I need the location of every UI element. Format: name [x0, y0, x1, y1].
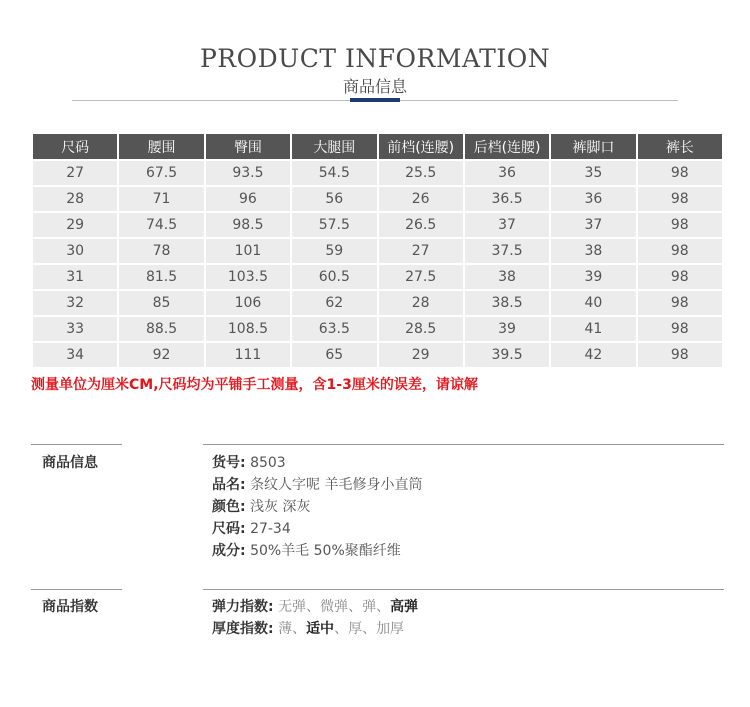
table-cell: 74.5	[119, 213, 203, 237]
page-subtitle: 商品信息	[342, 77, 407, 96]
measurement-note: 测量单位为厘米CM,尺码均为平铺手工测量，含1-3厘米的误差，请谅解	[31, 377, 478, 393]
table-cell: 85	[119, 291, 203, 315]
table-cell: 98	[638, 343, 722, 367]
table-cell: 103.5	[206, 265, 290, 289]
table-cell: 42	[551, 343, 635, 367]
table-cell: 98	[638, 187, 722, 211]
option-separator: 、	[362, 621, 377, 637]
table-cell: 25.5	[379, 161, 463, 185]
info-value: 浅灰 深灰	[250, 499, 311, 515]
elasticity-index-row	[212, 596, 418, 616]
column-header: 尺码	[33, 134, 117, 159]
table-cell: 88.5	[119, 317, 203, 341]
section-divider-right	[203, 589, 724, 590]
table-cell: 92	[119, 343, 203, 367]
table-row	[33, 161, 722, 185]
table-cell: 33	[33, 317, 117, 341]
table-cell: 37	[551, 213, 635, 237]
info-key: 货号:	[212, 455, 246, 471]
table-cell: 39.5	[465, 343, 549, 367]
index-option: 高弹	[390, 599, 419, 615]
option-separator: 、	[348, 599, 363, 615]
option-separator: 、	[334, 621, 349, 637]
section-divider-left	[31, 444, 122, 445]
index-option: 加厚	[376, 621, 405, 637]
table-cell: 106	[206, 291, 290, 315]
info-key: 品名:	[212, 477, 246, 493]
table-cell: 27	[33, 161, 117, 185]
table-cell: 38	[465, 265, 549, 289]
table-cell: 59	[292, 239, 376, 263]
table-cell: 63.5	[292, 317, 376, 341]
size-table-header-row	[33, 134, 722, 159]
table-cell: 38	[551, 239, 635, 263]
column-header: 大腿围	[292, 134, 376, 159]
info-value: 27-34	[250, 521, 291, 537]
table-cell: 38.5	[465, 291, 549, 315]
index-option: 适中	[306, 621, 335, 637]
table-cell: 29	[379, 343, 463, 367]
option-separator: 、	[306, 599, 321, 615]
table-cell: 28	[379, 291, 463, 315]
table-cell: 54.5	[292, 161, 376, 185]
column-header: 后档(连腰)	[465, 134, 549, 159]
column-header: 裤长	[638, 134, 722, 159]
table-cell: 56	[292, 187, 376, 211]
table-row	[33, 343, 722, 367]
table-cell: 108.5	[206, 317, 290, 341]
info-row-material	[212, 540, 401, 560]
info-value: 条纹人字呢 羊毛修身小直筒	[250, 477, 423, 493]
table-cell: 37.5	[465, 239, 549, 263]
section-divider-left	[31, 589, 122, 590]
table-cell: 34	[33, 343, 117, 367]
index-option: 弹	[362, 599, 377, 615]
info-key: 颜色:	[212, 499, 246, 515]
table-row	[33, 291, 722, 315]
table-cell: 98	[638, 291, 722, 315]
table-row	[33, 187, 722, 211]
table-cell: 57.5	[292, 213, 376, 237]
info-row-size	[212, 518, 291, 538]
index-key: 厚度指数:	[212, 621, 274, 637]
table-cell: 40	[551, 291, 635, 315]
table-cell: 65	[292, 343, 376, 367]
table-row	[33, 213, 722, 237]
table-cell: 98	[638, 161, 722, 185]
table-cell: 39	[551, 265, 635, 289]
table-cell: 67.5	[119, 161, 203, 185]
table-cell: 98	[638, 317, 722, 341]
table-cell: 28	[33, 187, 117, 211]
option-separator: 、	[292, 621, 307, 637]
table-cell: 31	[33, 265, 117, 289]
table-cell: 26	[379, 187, 463, 211]
index-key: 弹力指数:	[212, 599, 274, 615]
table-cell: 39	[465, 317, 549, 341]
table-cell: 62	[292, 291, 376, 315]
table-cell: 98	[638, 265, 722, 289]
table-cell: 98.5	[206, 213, 290, 237]
table-cell: 29	[33, 213, 117, 237]
table-cell: 30	[33, 239, 117, 263]
info-row-item-no	[212, 452, 286, 472]
table-cell: 81.5	[119, 265, 203, 289]
info-row-color	[212, 496, 311, 516]
header-accent-bar	[350, 98, 400, 102]
size-table	[31, 132, 724, 369]
page-title: PRODUCT INFORMATION	[199, 44, 551, 73]
table-cell: 93.5	[206, 161, 290, 185]
thickness-index-row	[212, 618, 404, 638]
table-cell: 28.5	[379, 317, 463, 341]
table-cell: 71	[119, 187, 203, 211]
table-cell: 111	[206, 343, 290, 367]
table-cell: 27.5	[379, 265, 463, 289]
option-separator: 、	[376, 599, 391, 615]
table-cell: 98	[638, 239, 722, 263]
table-cell: 27	[379, 239, 463, 263]
table-cell: 36	[465, 161, 549, 185]
index-option: 微弹	[320, 599, 349, 615]
column-header: 前档(连腰)	[379, 134, 463, 159]
info-value: 8503	[250, 455, 286, 471]
table-cell: 96	[206, 187, 290, 211]
table-cell: 41	[551, 317, 635, 341]
table-cell: 60.5	[292, 265, 376, 289]
table-cell: 98	[638, 213, 722, 237]
index-option: 薄	[278, 621, 293, 637]
column-header: 裤脚口	[551, 134, 635, 159]
product-index-title: 商品指数	[42, 599, 98, 615]
info-key: 尺码:	[212, 521, 246, 537]
table-row	[33, 317, 722, 341]
table-cell: 26.5	[379, 213, 463, 237]
table-cell: 101	[206, 239, 290, 263]
info-row-name	[212, 474, 423, 494]
table-cell: 35	[551, 161, 635, 185]
section-divider-right	[203, 444, 724, 445]
table-cell: 32	[33, 291, 117, 315]
info-key: 成分:	[212, 543, 246, 559]
table-cell: 36.5	[465, 187, 549, 211]
table-cell: 36	[551, 187, 635, 211]
table-row	[33, 265, 722, 289]
table-row	[33, 239, 722, 263]
index-option: 厚	[348, 621, 363, 637]
column-header: 臀围	[206, 134, 290, 159]
table-cell: 37	[465, 213, 549, 237]
table-cell: 78	[119, 239, 203, 263]
index-option: 无弹	[278, 599, 307, 615]
info-value: 50%羊毛 50%聚酯纤维	[250, 543, 401, 559]
product-info-title: 商品信息	[42, 455, 98, 471]
column-header: 腰围	[119, 134, 203, 159]
